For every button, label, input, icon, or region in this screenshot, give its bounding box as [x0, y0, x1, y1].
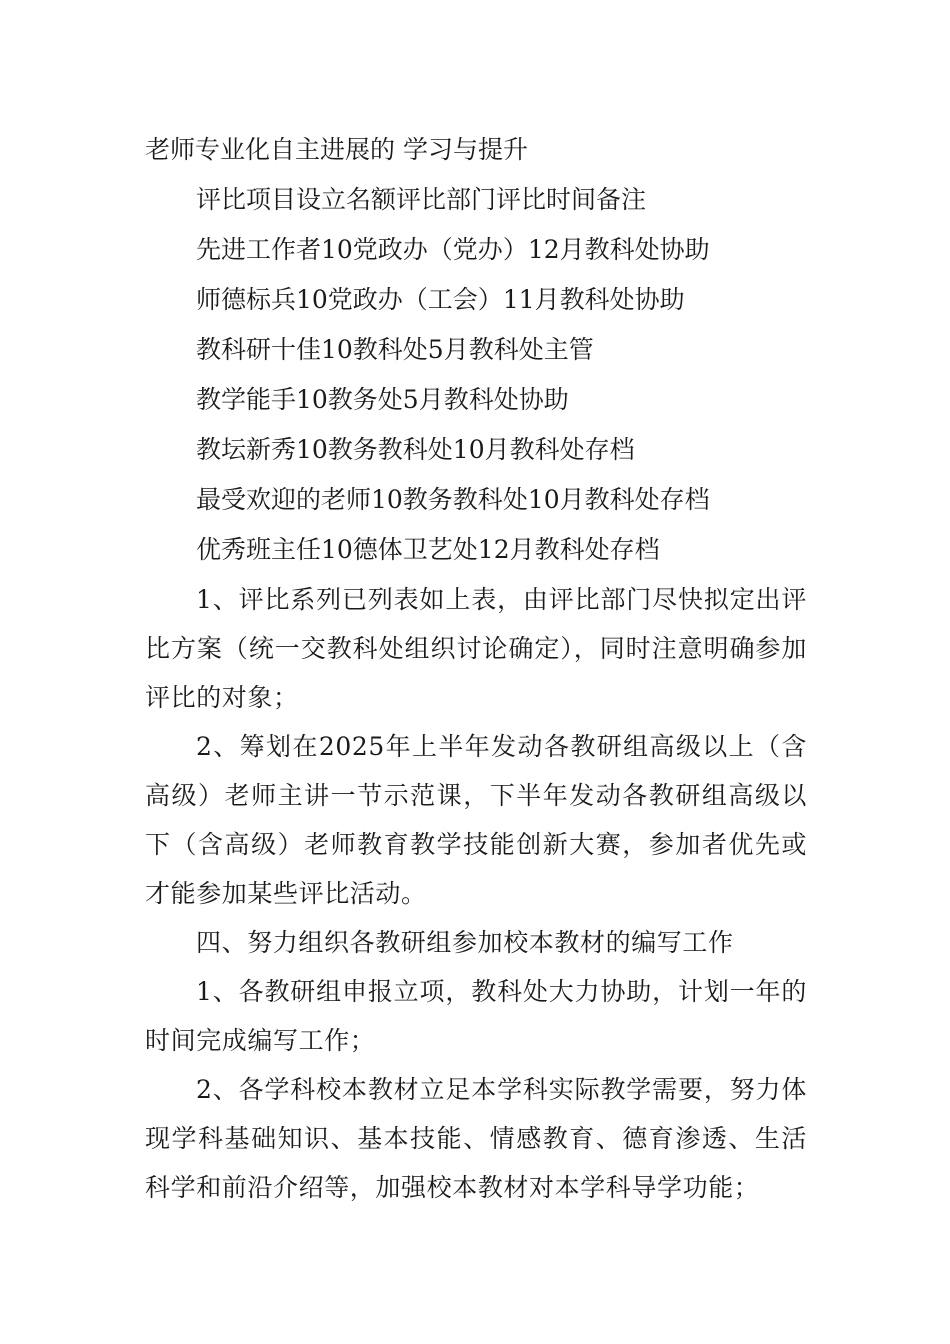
table-header-row: 评比项目设立名额评比部门评比时间备注	[196, 185, 647, 214]
paragraph-evaluation-plan: 1、评比系列已列表如上表，由评比部门尽快拟定出评比方案（统一交教科处组织讨论确定），同时注意明确参加评比的对象；	[145, 585, 807, 712]
document-page	[145, 125, 807, 1212]
award-table	[145, 175, 807, 575]
table-row: 最受欢迎的老师10教务教科处10月教科处存档	[196, 485, 710, 514]
paragraph-textbook-content: 2、各学科校本教材立足本学科实际教学需要，努力体现学科基础知识、基本技能、情感教育、德育渗透、生活科学和前沿介绍等，加强校本教材对本学科导学功能；	[145, 1075, 807, 1202]
paragraph-demo-lessons: 2、筹划在2025年上半年发动各教研组高级以上（含高级）老师主讲一节示范课，下半年发动各教研组高级以下（含高级）老师教育教学技能创新大赛，参加者优先或才能参加某些评比活动。	[145, 732, 807, 908]
table-row: 教学能手10教务处5月教科处协助	[196, 385, 569, 414]
paragraph-project-application: 1、各教研组申报立项，教科处大力协助，计划一年的时间完成编写工作；	[145, 977, 807, 1055]
heading-line: 老师专业化自主进展的 学习与提升	[145, 135, 528, 164]
table-row: 教科研十佳10教科处5月教科处主管	[196, 335, 594, 364]
section-heading-textbooks: 四、努力组织各教研组参加校本教材的编写工作	[196, 928, 734, 957]
table-row: 教坛新秀10教务教科处10月教科处存档	[196, 435, 635, 464]
table-row: 优秀班主任10德体卫艺处12月教科处存档	[196, 535, 660, 564]
table-row: 师德标兵10党政办（工会）11月教科处协助	[196, 285, 685, 314]
table-row: 先进工作者10党政办（党办）12月教科处协助	[196, 235, 710, 264]
